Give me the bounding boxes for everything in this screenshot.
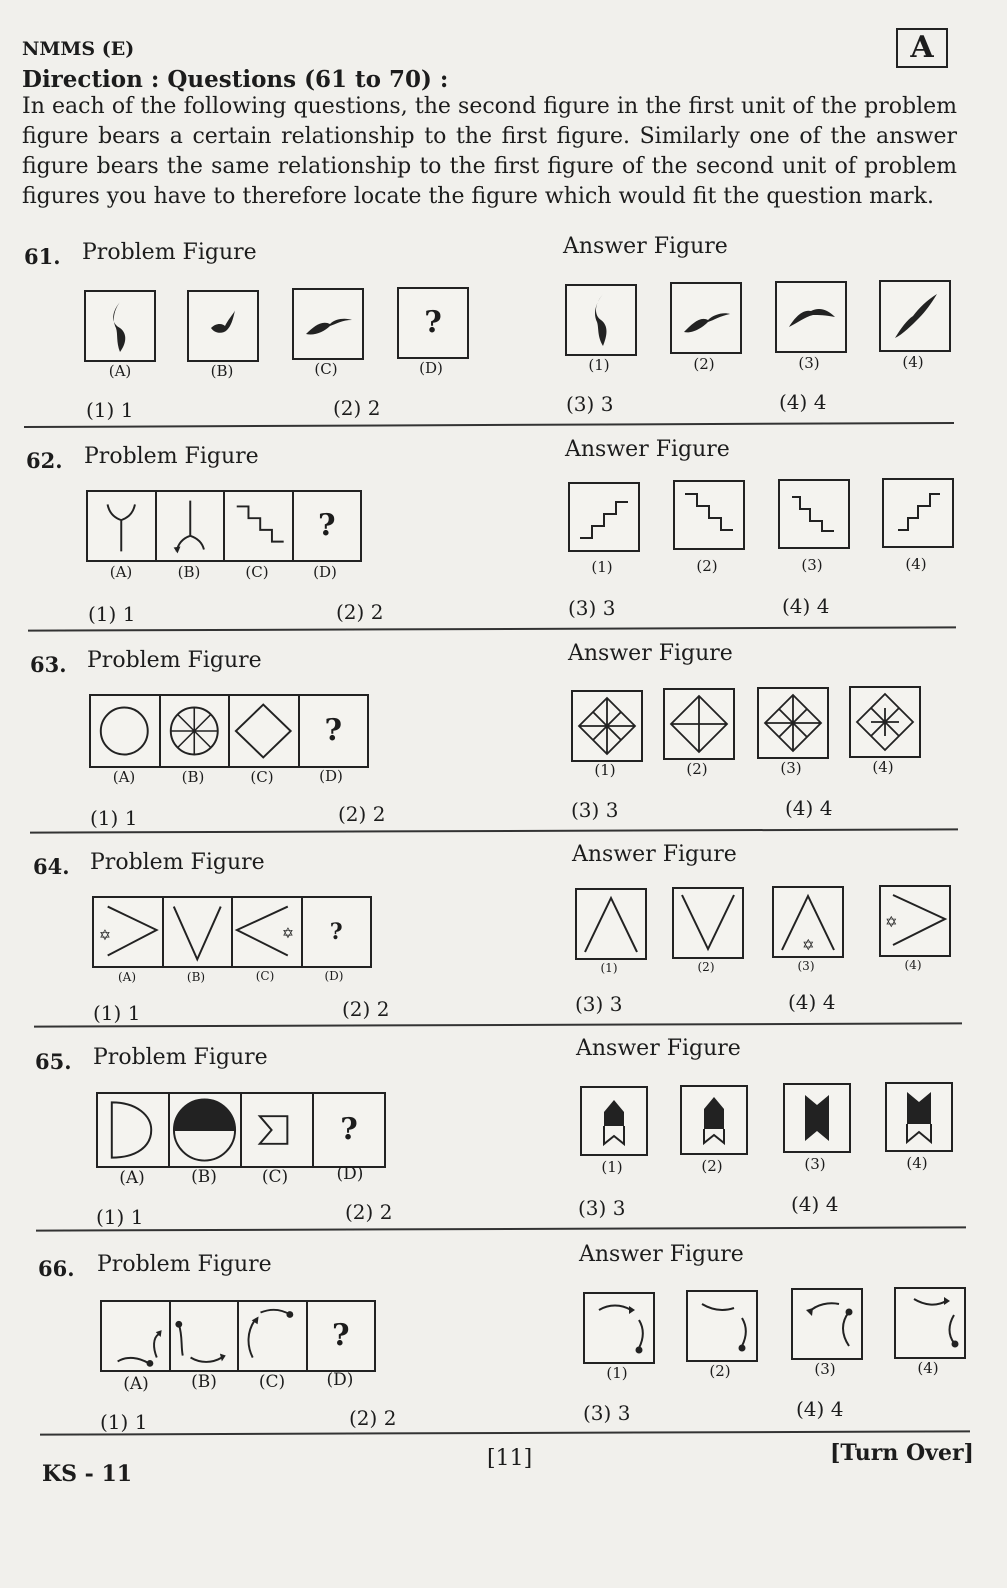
option-3[interactable]: (3) 3 — [575, 992, 623, 1016]
figure-label: (1) — [600, 961, 618, 975]
figure-label: (1) — [606, 1364, 628, 1382]
inverted-y-icon — [157, 492, 224, 560]
figure-label: (2) — [697, 960, 715, 974]
figure-label: (D) — [324, 969, 344, 983]
figure-label: (1) — [591, 558, 613, 576]
question-number: 66. — [38, 1256, 75, 1281]
option-3[interactable]: (3) 3 — [566, 392, 614, 416]
question-number: 62. — [26, 448, 63, 473]
option-2[interactable]: (2) 2 — [338, 802, 386, 826]
footer-code: KS - 11 — [42, 1461, 133, 1487]
svg-text:✡: ✡ — [885, 913, 898, 931]
option-2[interactable]: (2) 2 — [342, 997, 390, 1021]
inverted-v-icon — [577, 890, 645, 958]
arc-arrows-icon — [688, 1292, 756, 1360]
staircase-icon — [675, 482, 743, 548]
problem-figure-c — [225, 492, 294, 560]
chevron-star-icon — [94, 898, 162, 966]
figure-label: (4) — [902, 353, 924, 371]
answer-figure-title: Answer Figure — [576, 1036, 741, 1061]
answer-figure-1[interactable] — [571, 690, 643, 762]
leaf-shape-icon — [672, 284, 740, 352]
answer-figure-3[interactable] — [778, 479, 850, 549]
direction-title: Direction : Questions (61 to 70) : — [22, 66, 449, 93]
question-mark: ? — [329, 919, 343, 945]
answer-figure-3[interactable] — [757, 687, 829, 759]
diamond-cross-icon — [759, 689, 827, 757]
sigma-box-icon — [242, 1094, 312, 1166]
figure-label: (C) — [258, 1372, 286, 1392]
figure-label: (4) — [904, 958, 922, 972]
answer-figure-1[interactable] — [568, 482, 640, 552]
chevron-star-icon — [881, 887, 949, 955]
figure-label: (D) — [336, 1164, 364, 1184]
option-4[interactable]: (4) 4 — [779, 390, 827, 414]
figure-label: (C) — [255, 969, 275, 983]
figure-label: (1) — [588, 356, 610, 374]
question-mark: ? — [424, 305, 442, 340]
problem-figure-b — [187, 290, 259, 362]
answer-figure-title: Answer Figure — [579, 1242, 744, 1267]
chevron-star-icon — [233, 898, 301, 966]
turn-over: [Turn Over] — [830, 1440, 974, 1466]
problem-figure-c — [242, 1094, 314, 1166]
svg-text:✡: ✡ — [802, 936, 815, 954]
problem-figure-c — [230, 696, 300, 766]
staircase-icon — [780, 481, 848, 547]
problem-figure-strip — [96, 1092, 386, 1168]
option-2[interactable]: (2) 2 — [349, 1406, 397, 1430]
question-number: 63. — [30, 652, 67, 677]
arc-arrows-icon — [793, 1290, 861, 1358]
problem-figure-b — [161, 696, 231, 766]
option-3[interactable]: (3) 3 — [568, 596, 616, 620]
figure-label: (C) — [261, 1167, 289, 1187]
svg-text:✡: ✡ — [281, 924, 295, 942]
problem-figure-strip — [92, 896, 372, 968]
staircase-icon — [225, 492, 292, 560]
figure-label: (2) — [693, 355, 715, 373]
problem-figure-title: Problem Figure — [87, 648, 262, 673]
option-1[interactable]: (1) 1 — [93, 1001, 141, 1025]
answer-figure-3[interactable] — [791, 1288, 863, 1360]
problem-figure-a — [91, 696, 161, 766]
half-filled-circle-icon — [170, 1094, 240, 1166]
v-shape-icon — [674, 889, 742, 957]
arc-arrows-icon — [239, 1302, 306, 1370]
bookmark-arrow-icon — [582, 1088, 646, 1154]
question-number: 64. — [33, 854, 70, 879]
answer-figure-4[interactable] — [882, 478, 954, 548]
leaf-shape-icon — [881, 282, 949, 350]
option-1[interactable]: (1) 1 — [90, 806, 138, 830]
problem-figure-d — [294, 492, 361, 560]
figure-label: (3) — [798, 354, 820, 372]
problem-figure-title: Problem Figure — [82, 240, 257, 265]
option-4[interactable]: (4) 4 — [796, 1397, 844, 1421]
figure-label: (1) — [601, 1158, 623, 1176]
question-mark: ? — [324, 713, 343, 748]
bookmark-arrow-icon — [682, 1087, 746, 1153]
bookmark-notch-icon — [887, 1084, 951, 1150]
problem-figure-b — [164, 898, 234, 966]
divider — [36, 1226, 966, 1231]
answer-figure-1[interactable] — [565, 284, 637, 356]
figure-label: (B) — [181, 768, 205, 786]
option-3[interactable]: (3) 3 — [571, 798, 619, 822]
page-number: [11] — [487, 1446, 533, 1471]
figure-label: (A) — [123, 1374, 149, 1394]
answer-figure-4[interactable] — [885, 1082, 953, 1152]
question-mark: ? — [331, 1318, 350, 1353]
arc-arrows-icon — [585, 1294, 653, 1362]
answer-figure-1[interactable] — [583, 1292, 655, 1364]
half-circle-icon — [98, 1094, 168, 1166]
answer-figure-2[interactable] — [680, 1085, 748, 1155]
answer-figure-4[interactable] — [879, 280, 951, 352]
figure-label: (A) — [119, 1168, 145, 1188]
problem-figure-d — [397, 287, 469, 359]
diamond-cross-icon — [665, 690, 733, 758]
leaf-shape-icon — [86, 292, 154, 360]
problem-figure-a — [88, 492, 157, 560]
figure-label: (D) — [326, 1370, 354, 1390]
option-4[interactable]: (4) 4 — [782, 594, 830, 618]
answer-figure-3[interactable] — [783, 1083, 851, 1153]
answer-figure-3[interactable] — [775, 281, 847, 353]
figure-label: (3) — [780, 759, 802, 777]
option-4[interactable]: (4) 4 — [785, 796, 833, 820]
problem-figure-d — [308, 1302, 375, 1370]
diamond-cross-icon — [573, 692, 641, 760]
question-number: 65. — [35, 1049, 72, 1074]
problem-figure-a — [94, 898, 164, 966]
problem-figure-title: Problem Figure — [97, 1252, 272, 1277]
figure-label: (A) — [112, 768, 136, 786]
option-3[interactable]: (3) 3 — [578, 1196, 626, 1220]
problem-figure-d — [314, 1094, 384, 1166]
figure-label: (2) — [709, 1362, 731, 1380]
answer-figure-4[interactable] — [894, 1287, 966, 1359]
exam-code: NMMS (E) — [22, 38, 135, 60]
answer-figure-1[interactable] — [580, 1086, 648, 1156]
problem-figure-d — [300, 696, 368, 766]
y-shape-icon — [88, 492, 155, 560]
figure-label: (B) — [210, 362, 234, 380]
figure-label: (B) — [186, 970, 206, 984]
question-number: 61. — [24, 244, 61, 269]
answer-figure-3[interactable] — [772, 886, 844, 958]
option-3[interactable]: (3) 3 — [583, 1401, 631, 1425]
set-badge: A — [896, 28, 948, 68]
leaf-shape-icon — [777, 283, 845, 351]
problem-figure-c — [292, 288, 364, 360]
problem-figure-b — [170, 1094, 242, 1166]
leaf-shape-icon — [294, 290, 362, 358]
figure-label: (A) — [109, 563, 133, 581]
problem-figure-d — [303, 898, 371, 966]
problem-figure-title: Problem Figure — [84, 444, 259, 469]
arc-arrows-icon — [102, 1302, 169, 1370]
circle-icon — [91, 696, 159, 766]
staircase-icon — [884, 480, 952, 546]
figure-label: (4) — [906, 1154, 928, 1172]
question-mark: ? — [340, 1112, 358, 1147]
figure-label: (A) — [108, 362, 132, 380]
figure-label: (3) — [797, 959, 815, 973]
problem-figure-a — [98, 1094, 170, 1166]
divider — [24, 422, 954, 428]
answer-figure-title: Answer Figure — [563, 234, 728, 259]
answer-figure-1[interactable] — [575, 888, 647, 960]
answer-figure-title: Answer Figure — [565, 437, 730, 462]
divider — [30, 828, 958, 833]
option-2[interactable]: (2) 2 — [333, 396, 381, 420]
figure-label: (A) — [117, 970, 137, 984]
answer-figure-2[interactable] — [686, 1290, 758, 1362]
problem-figure-c — [239, 1302, 308, 1370]
figure-label: (3) — [804, 1155, 826, 1173]
problem-figure-strip — [100, 1300, 376, 1372]
problem-figure-a — [102, 1302, 171, 1370]
figure-label: (1) — [594, 761, 616, 779]
figure-label: (D) — [319, 767, 343, 785]
answer-figure-title: Answer Figure — [568, 641, 733, 666]
diamond-icon — [230, 696, 298, 766]
problem-figure-b — [171, 1302, 240, 1370]
answer-figure-4[interactable] — [849, 686, 921, 758]
figure-label: (3) — [801, 556, 823, 574]
direction-text: In each of the following questions, the second figure in the first unit of the problem figure bears a certain relationship to the first figure. Similarly one of the answer figure bears the same relationship to the first figure of the second unit of problem figures you have to therefore locate the figure which would fit the question mark. — [22, 94, 957, 209]
option-1[interactable]: (1) 1 — [88, 602, 136, 626]
answer-figure-4[interactable] — [879, 885, 951, 957]
figure-label: (2) — [686, 760, 708, 778]
option-1[interactable]: (1) 1 — [86, 398, 134, 422]
arc-arrows-icon — [171, 1302, 238, 1370]
divider — [34, 1022, 962, 1027]
figure-label: (2) — [696, 557, 718, 575]
problem-figure-title: Problem Figure — [90, 850, 265, 875]
bookmark-notch-icon — [785, 1085, 849, 1151]
figure-label: (B) — [191, 1167, 217, 1187]
figure-label: (C) — [314, 360, 338, 378]
problem-figure-strip — [86, 490, 362, 562]
problem-figure-a — [84, 290, 156, 362]
option-4[interactable]: (4) 4 — [791, 1192, 839, 1216]
divider — [40, 1430, 970, 1435]
answer-figure-title: Answer Figure — [572, 842, 737, 867]
inverted-v-star-icon — [774, 888, 842, 956]
question-mark: ? — [317, 508, 336, 543]
figure-label: (4) — [917, 1359, 939, 1377]
leaf-shape-icon — [189, 292, 257, 360]
staircase-icon — [570, 484, 638, 550]
answer-figure-2[interactable] — [672, 887, 744, 959]
answer-figure-2[interactable] — [670, 282, 742, 354]
arc-arrows-icon — [896, 1289, 964, 1357]
answer-figure-2[interactable] — [673, 480, 745, 550]
figure-label: (C) — [250, 768, 274, 786]
option-2[interactable]: (2) 2 — [345, 1200, 393, 1224]
diamond-cross-icon — [851, 688, 919, 756]
option-4[interactable]: (4) 4 — [788, 990, 836, 1014]
figure-label: (4) — [905, 555, 927, 573]
figure-label: (4) — [872, 758, 894, 776]
figure-label: (3) — [814, 1360, 836, 1378]
figure-label: (2) — [701, 1157, 723, 1175]
figure-label: (D) — [419, 359, 443, 377]
leaf-shape-icon — [567, 286, 635, 354]
svg-text:✡: ✡ — [98, 926, 112, 944]
answer-figure-2[interactable] — [663, 688, 735, 760]
wheel-icon — [161, 696, 229, 766]
v-shape-icon — [164, 898, 232, 966]
option-2[interactable]: (2) 2 — [336, 600, 384, 624]
figure-label: (C) — [245, 563, 269, 581]
figure-label: (B) — [191, 1372, 217, 1392]
problem-figure-b — [157, 492, 226, 560]
problem-figure-strip — [89, 694, 369, 768]
divider — [28, 626, 956, 631]
figure-label: (B) — [177, 563, 201, 581]
figure-label: (D) — [313, 563, 337, 581]
option-1[interactable]: (1) 1 — [96, 1205, 144, 1229]
problem-figure-c — [233, 898, 303, 966]
option-1[interactable]: (1) 1 — [100, 1410, 148, 1434]
problem-figure-title: Problem Figure — [93, 1045, 268, 1070]
